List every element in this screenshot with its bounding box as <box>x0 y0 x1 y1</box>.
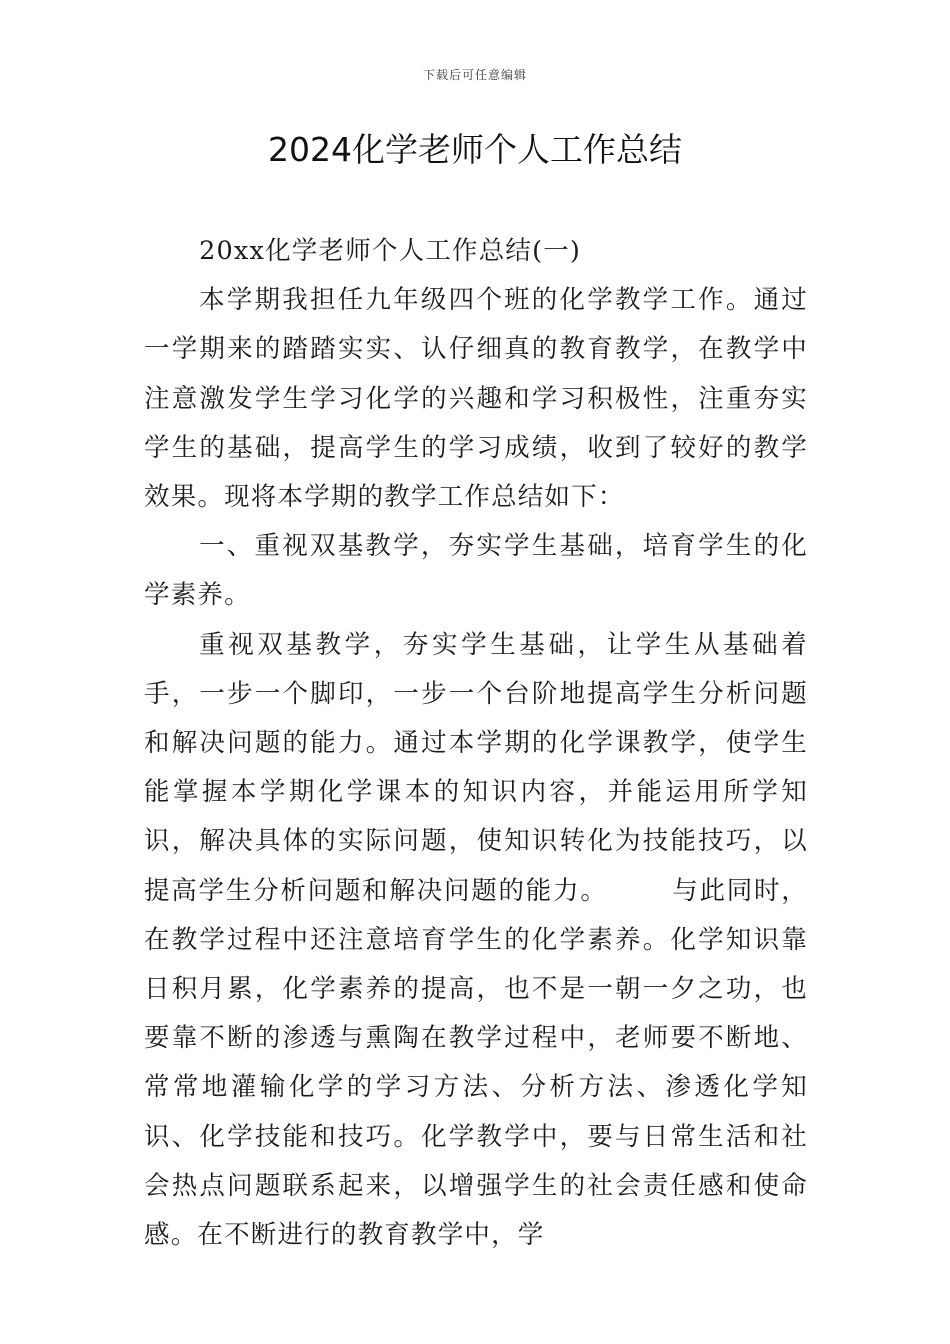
paragraph-section-one <box>144 621 808 1261</box>
paragraph-intro: 本学期我担任九年级四个班的化学教学工作。通过一学期来的踏踏实实、认仔细真的教育教学，在教学中注意激发学生学习化学的兴趣和学习积极性，注重夯实学生的基础，提高学生的学习成绩，收到了较好的教学效果。现将本学期的教学工作总结如下： <box>144 285 808 513</box>
subtitle: 20xx化学老师个人工作总结(一) <box>199 236 582 266</box>
header-note: 下载后可任意编辑 <box>422 68 527 82</box>
paragraph-section-one-part-b: 与此同时，在教学过程中还注意培育学生的化学素养。化学知识靠日积月累，化学素养的提高，也不是一朝一夕之功，也要靠不断的渗透与熏陶在教学过程中，老师要不断地、常常地灌输化学的学习方法、分析方法、渗透化学知识、化学技能和技巧。化学教学中，要与日常生活和社会热点问题联系起来，以增强学生的社会责任感和使命感。在不断进行的教育教学中，学 <box>144 875 808 1251</box>
document-title: 2024化学老师个人工作总结 <box>268 130 682 169</box>
section-heading-one: 一、重视双基教学，夯实学生基础，培育学生的化学素养。 <box>144 531 808 611</box>
paragraph-section-one-part-a: 重视双基教学，夯实学生基础，让学生从基础着手，一步一个脚印，一步一个台阶地提高学生分析问题和解决问题的能力。通过本学期的化学课教学，使学生能掌握本学期化学课本的知识内容，并能运用所学知识，解决具体的实际问题，使知识转化为技能技巧，以提高学生分析问题和解决问题的能力。 <box>144 629 808 906</box>
document-body <box>144 227 808 1260</box>
